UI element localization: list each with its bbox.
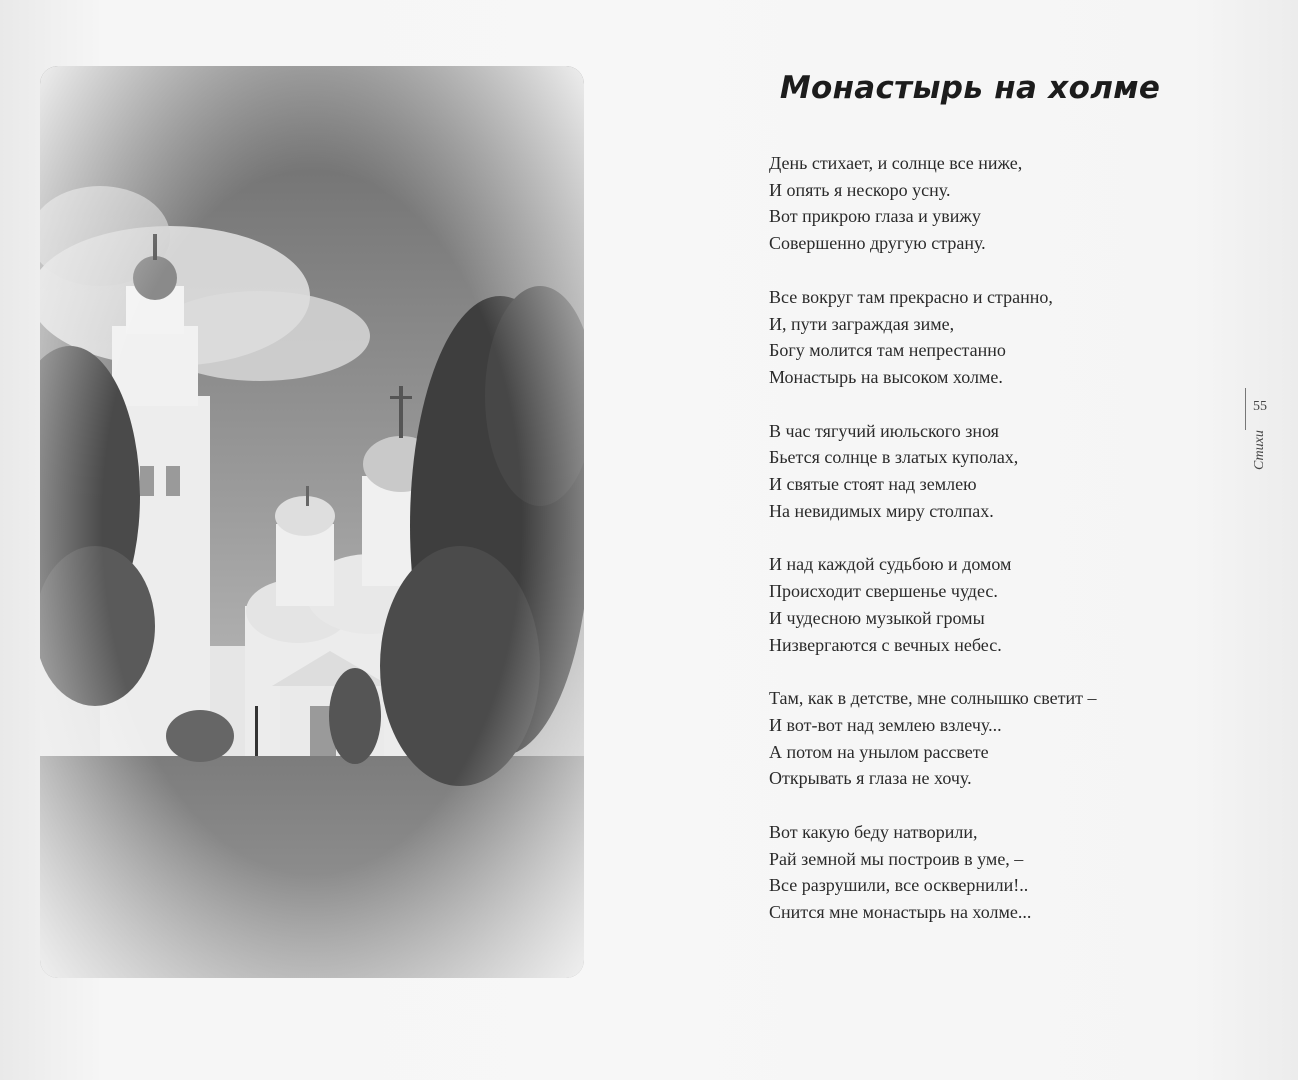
section-label: Стихи <box>1252 430 1267 470</box>
poem-line: Бьется солнце в златых куполах, <box>769 447 1019 468</box>
poem-line: Рай земной мы построив в уме, – <box>769 848 1024 869</box>
margin-rule <box>1245 388 1246 430</box>
poem-line: Там, как в детстве, мне солнышко светит – <box>769 688 1097 709</box>
page-number: 55 <box>1253 399 1267 414</box>
poem-line: И святые стоят над землею <box>769 474 977 495</box>
poem-line: Все вокруг там прекрасно и странно, <box>769 286 1053 307</box>
poem-line: И опять я нескоро усну. <box>769 179 951 200</box>
monastery-photo <box>40 66 584 978</box>
poem-line: В час тягучий июльского зноя <box>769 420 999 441</box>
stanza <box>769 150 1199 257</box>
stanza <box>769 418 1199 525</box>
poem-line: Открывать я глаза не хочу. <box>769 768 972 789</box>
poem-line: Вот прикрою глаза и увижу <box>769 206 981 227</box>
poem-line: Все разрушили, все осквернили!.. <box>769 875 1029 896</box>
stanza <box>769 819 1199 926</box>
poem-body <box>769 150 1199 953</box>
stanza <box>769 551 1199 658</box>
stanza <box>769 284 1199 391</box>
poem-line: А потом на унылом рассвете <box>769 741 989 762</box>
poem-line: Богу молится там непрестанно <box>769 340 1006 361</box>
poem-line: И, пути заграждая зиме, <box>769 313 955 334</box>
poem-line: Снится мне монастырь на холме... <box>769 902 1032 923</box>
poem-line: Вот какую беду натворили, <box>769 822 978 843</box>
poem-line: Монастырь на высоком холме. <box>769 366 1003 387</box>
stanza <box>769 685 1199 792</box>
poem-line: И вот-вот над землею взлечу... <box>769 714 1002 735</box>
poem-line: День стихает, и солнце все ниже, <box>769 153 1023 173</box>
poem-line: Низвергаются с вечных небес. <box>769 634 1002 655</box>
poem-line: Происходит свершенье чудес. <box>769 581 998 602</box>
poem-line: Совершенно другую страну. <box>769 233 986 254</box>
poem-title: Монастырь на холме <box>779 70 1161 106</box>
poem-line: И чудесною музыкой громы <box>769 607 985 628</box>
poem-line: На невидимых миру столпах. <box>769 500 994 521</box>
poem-line: И над каждой судьбою и домом <box>769 554 1012 575</box>
